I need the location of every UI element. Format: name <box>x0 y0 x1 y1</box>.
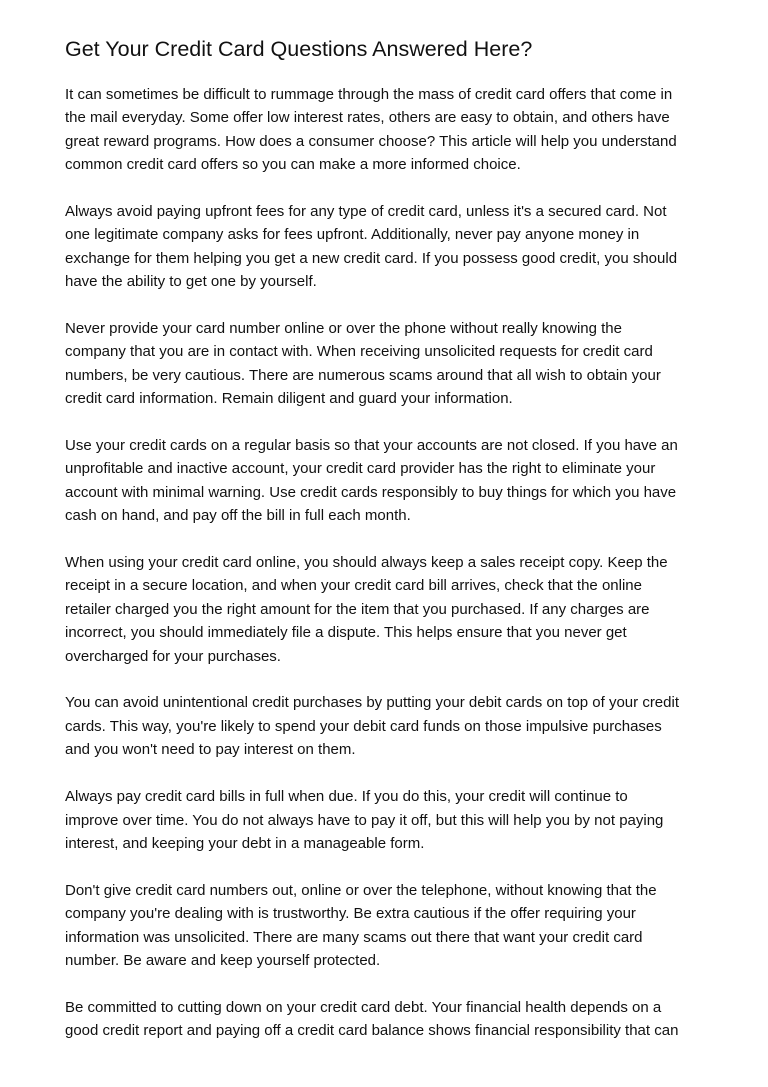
document-page <box>65 34 745 1066</box>
paragraph-line: Be committed to cutting down on your credit card debt. Your financial health depends on a <box>65 998 662 1016</box>
paragraph-line: interest, and keeping your debt in a manageable form. <box>65 834 425 852</box>
paragraph-line: credit card information. Remain diligent and guard your information. <box>65 390 513 408</box>
paragraph-line: have the ability to get one by yourself. <box>65 273 317 291</box>
paragraph-line: company you're dealing with is trustworthy. Be extra cautious if the offer requiring your <box>65 905 636 923</box>
paragraph-line: good credit report and paying off a credit card balance shows financial responsibility that can <box>65 1022 679 1040</box>
paragraph-line: cards. This way, you're likely to spend your debit card funds on those impulsive purchases <box>65 717 662 735</box>
paragraph-line: Use your credit cards on a regular basis so that your accounts are not closed. If you have an <box>65 437 678 455</box>
paragraph-line: improve over time. You do not always have to pay it off, but this will help you by not paying <box>65 811 664 829</box>
paragraph-line: You can avoid unintentional credit purchases by putting your debit cards on top of your credit <box>65 694 679 712</box>
paragraph-line: Always avoid paying upfront fees for any type of credit card, unless it's a secured card. Not <box>65 203 667 221</box>
paragraph-line: cash on hand, and pay off the bill in full each month. <box>65 507 411 525</box>
paragraph-line: incorrect, you should immediately file a dispute. This helps ensure that you never get <box>65 624 627 642</box>
paragraph-3 <box>65 317 745 411</box>
paragraph-line: company that you are in contact with. When receiving unsolicited requests for credit card <box>65 343 653 361</box>
paragraph-line: unprofitable and inactive account, your credit card provider has the right to eliminate your <box>65 460 656 478</box>
paragraph-1 <box>65 83 745 177</box>
paragraph-line: numbers, be very cautious. There are numerous scams around that all wish to obtain your <box>65 366 661 384</box>
paragraph-6 <box>65 691 745 761</box>
page-title: Get Your Credit Card Questions Answered Here? <box>65 37 533 61</box>
paragraph-7 <box>65 785 745 855</box>
paragraph-line: Don't give credit card numbers out, online or over the telephone, without knowing that the <box>65 881 657 899</box>
paragraph-line: common credit card offers so you can make a more informed choice. <box>65 156 521 174</box>
paragraph-line: account with minimal warning. Use credit cards responsibly to buy things for which you have <box>65 483 677 501</box>
paragraph-4 <box>65 434 745 528</box>
paragraph-line: one legitimate company asks for fees upfront. Additionally, never pay anyone money in <box>65 226 640 244</box>
paragraph-2 <box>65 200 745 294</box>
paragraph-line: Never provide your card number online or over the phone without really knowing the <box>65 320 622 338</box>
paragraph-line: When using your credit card online, you should always keep a sales receipt copy. Keep the <box>65 554 668 572</box>
paragraph-line: number. Be aware and keep yourself protected. <box>65 951 381 969</box>
paragraph-line: receipt in a secure location, and when your credit card bill arrives, check that the online <box>65 577 642 595</box>
paragraph-line: Always pay credit card bills in full when due. If you do this, your credit will continue to <box>65 788 628 806</box>
paragraph-line: exchange for them helping you get a new credit card. If you possess good credit, you should <box>65 249 678 267</box>
paragraph-line: information was unsolicited. There are many scams out there that want your credit card <box>65 928 643 946</box>
paragraph-line: retailer charged you the right amount for the item that you purchased. If any charges are <box>65 600 650 618</box>
paragraph-line: overcharged for your purchases. <box>65 647 281 665</box>
paragraph-line: the mail everyday. Some offer low interest rates, others are easy to obtain, and others have <box>65 109 670 127</box>
paragraph-line: and you won't need to pay interest on them. <box>65 741 356 759</box>
paragraph-5 <box>65 551 745 668</box>
paragraph-line: great reward programs. How does a consumer choose? This article will help you understand <box>65 132 677 150</box>
paragraph-8 <box>65 879 745 973</box>
paragraph-line: It can sometimes be difficult to rummage through the mass of credit card offers that come in <box>65 86 673 103</box>
paragraph-9 <box>65 996 745 1043</box>
